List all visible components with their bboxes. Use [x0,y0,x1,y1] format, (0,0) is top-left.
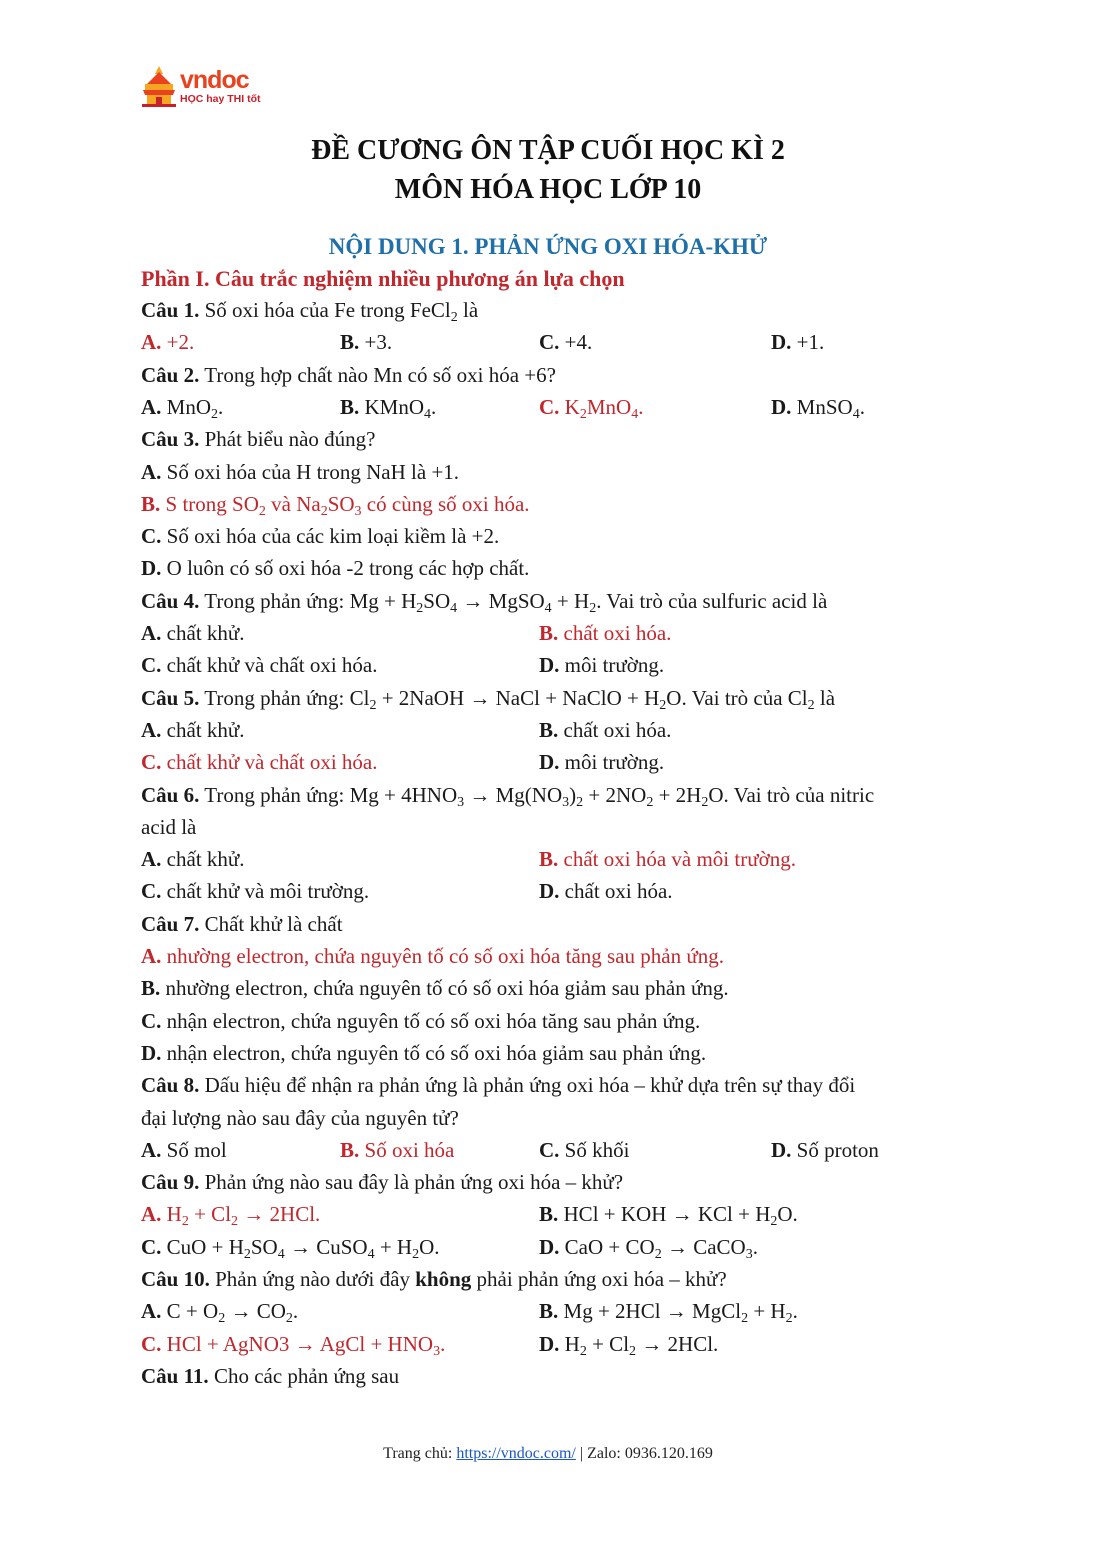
doc-title-line2: MÔN HÓA HỌC LỚP 10 [394,174,702,205]
question-5-option-b: B. chất oxi hóa. [539,717,672,742]
section-heading: NỘI DUNG 1. PHẢN ỨNG OXI HÓA-KHỬ [328,234,768,259]
question-1-option-a: A. +2. [141,330,195,355]
option-key: D. [141,1040,162,1065]
question-3-option-b: B. S trong $SO_2$ và $Na_2SO_3$ có cùng số oxi hóa. [141,491,530,519]
option-key: D. [539,879,560,904]
question-10-option-d: D. $H_2 + Cl_2 \to 2HCl$. [539,1331,719,1359]
doc-title-line1: ĐỀ CƯƠNG ÔN TẬP CUỐI HỌC KÌ 2 [311,135,785,166]
question-8-option-c: C. Số khối [539,1137,630,1162]
option-key: B. [539,1202,559,1227]
question-7-stem: Câu 7. Chất khử là chất [141,911,343,936]
question-6-stem: Câu 6. Trong phản ứng: $Mg + 4HNO_3 \to Mg(NO_3)_2 + 2NO_2 + 2H_2O$. Vai trò của nitric [141,782,875,810]
question-4-option-a: A. chất khử. [141,621,245,645]
option-key: D. [539,750,560,775]
question-10-option-b: B. Mg + 2HCl → MgCl$_2$ + $H_2$. [539,1299,798,1327]
option-key: D. [539,1234,560,1259]
question-label: Câu 3. [141,427,200,452]
question-11-stem: Câu 11. Cho các phản ứng sau [141,1363,400,1388]
option-key: B. [141,491,161,516]
part-heading: Phần I. Câu trắc nghiệm nhiều phương án lựa chọn [141,266,625,291]
question-label: Câu 8. [141,1073,200,1098]
question-7-option-c: C. nhận electron, chứa nguyên tố có số oxi hóa tăng sau phản ứng. [141,1008,701,1033]
option-key: C. [141,1234,162,1259]
question-label: Câu 1. [141,298,200,322]
question-1-stem: Câu 1. Số oxi hóa của Fe trong FeCl$_2$ là [141,298,479,325]
question-label: Câu 4. [141,588,200,613]
question-8-stem-cont: đại lượng nào sau đây của nguyên tử? [141,1105,459,1130]
question-9-option-c: C. CuO + $H_2SO_4$ → CuSO$_4$ + $H_2O$. [141,1234,440,1262]
question-10-option-c: C. HCl + AgNO3 → AgCl + $HNO_3$. [141,1331,446,1359]
question-4-option-d: D. môi trường. [539,653,665,678]
question-5-option-c: C. chất khử và chất oxi hóa. [141,750,378,775]
option-key: C. [141,524,162,549]
question-4-option-c: C. chất khử và chất oxi hóa. [141,653,378,678]
option-key: B. [141,976,161,1001]
vndoc-logo[interactable] [140,64,270,110]
option-key: A. [141,330,162,355]
question-3-stem: Câu 3. Phát biểu nào đúng? [141,427,376,452]
question-1-option-c: C. +4. [539,330,593,355]
option-key: A. [141,944,162,968]
question-10-stem: Câu 10. Phản ứng nào dưới đây không phải phản ứng oxi hóa – khử? [141,1267,727,1291]
question-label: Câu 10. [141,1267,210,1291]
option-key: A. [141,621,162,645]
footer-prefix: Trang chủ: [383,1445,457,1462]
option-key: B. [539,717,559,742]
logo-wordmark: vndoc [180,66,249,94]
option-key: A. [141,1137,162,1162]
question-2-stem: Câu 2. Trong hợp chất nào Mn có số oxi hóa +6? [141,362,556,387]
option-key: A. [141,459,162,484]
option-key: C. [141,879,162,904]
option-key: B. [340,1137,360,1162]
question-7-option-b: B. nhường electron, chứa nguyên tố có số oxi hóa giảm sau phản ứng. [141,976,729,1001]
footer-contact: | Zalo: 0936.120.169 [575,1445,713,1462]
question-9-stem: Câu 9. Phản ứng nào sau đây là phản ứng oxi hóa – khử? [141,1170,624,1195]
question-2-option-d: D. MnSO$_4$. [771,394,865,422]
question-label: Câu 2. [141,362,200,387]
question-label: Câu 11. [141,1363,209,1388]
option-key: D. [771,394,792,419]
question-7-option-d: D. nhận electron, chứa nguyên tố có số oxi hóa giảm sau phản ứng. [141,1040,707,1065]
question-9-option-d: D. CaO + $CO_2$ → CaCO$_3$. [539,1234,758,1262]
option-key: B. [539,1299,559,1324]
question-6-stem-cont: acid là [141,814,197,839]
question-6-option-b: B. chất oxi hóa và môi trường. [539,847,796,872]
option-key: D. [141,556,162,581]
option-key: A. [141,1202,162,1227]
option-key: A. [141,717,162,742]
option-key: C. [539,330,560,355]
question-2-option-a: A. MnO$_2$. [141,394,224,422]
option-key: D. [771,330,792,355]
question-label: Câu 9. [141,1170,200,1195]
question-7-option-a: A. nhường electron, chứa nguyên tố có số oxi hóa tăng sau phản ứng. [141,944,724,968]
option-key: C. [539,1137,560,1162]
question-8-option-a: A. Số mol [141,1137,227,1162]
question-6-option-c: C. chất khử và môi trường. [141,879,370,904]
option-key: B. [539,847,559,872]
question-9-option-b: B. HCl + KOH → KCl + $H_2O$. [539,1202,798,1230]
question-8-option-d: D. Số proton [771,1137,879,1162]
option-key: B. [340,394,360,419]
option-key: D. [771,1137,792,1162]
question-label: Câu 5. [141,685,200,710]
option-key: C. [141,750,162,775]
question-8-option-b: B. Số oxi hóa [340,1137,455,1162]
question-3-option-c: C. Số oxi hóa của các kim loại kiềm là +2. [141,524,500,549]
option-key: A. [141,847,162,872]
question-5-option-d: D. môi trường. [539,750,665,775]
question-6-option-a: A. chất khử. [141,847,245,872]
question-2-option-b: B. KMnO$_4$. [340,394,437,422]
option-key: C. [141,1008,162,1033]
option-key: A. [141,1299,162,1324]
question-1-option-d: D. +1. [771,330,825,355]
question-9-option-a: A. $H_2 + Cl_2 \to 2HCl$. [141,1202,321,1230]
option-key: D. [539,653,560,678]
logo-tagline: HỌC hay THI tốt [180,93,261,105]
question-4-option-b: B. chất oxi hóa. [539,621,672,645]
question-3-option-a: A. Số oxi hóa của H trong NaH là +1. [141,459,460,484]
option-key: C. [539,394,560,419]
question-5-stem: Câu 5. Trong phản ứng: $Cl_2$ + 2NaOH → NaCl + NaClO + $H_2O$. Vai trò của $Cl_2$ là [141,685,836,713]
option-key: B. [539,621,559,645]
option-key: B. [340,330,360,355]
question-label: Câu 7. [141,911,200,936]
homepage-link[interactable]: https://vndoc.com/ [456,1445,576,1462]
question-8-stem: Câu 8. Dấu hiệu để nhận ra phản ứng là phản ứng oxi hóa – khử dựa trên sự thay đổi [141,1073,856,1098]
page-footer [0,1445,1096,1463]
option-key: A. [141,394,162,419]
question-1-option-b: B. +3. [340,330,393,355]
question-10-option-a: A. $C + O_2 \to CO_2$. [141,1299,299,1327]
option-key: D. [539,1331,560,1356]
question-6-option-d: D. chất oxi hóa. [539,879,673,904]
question-3-option-d: D. O luôn có số oxi hóa -2 trong các hợp chất. [141,556,530,581]
temple-logo-icon [140,64,178,108]
question-2-option-c: C. $K_2MnO_4$. [539,394,644,422]
question-5-option-a: A. chất khử. [141,717,245,742]
option-key: C. [141,653,162,678]
option-key: C. [141,1331,162,1356]
question-label: Câu 6. [141,782,200,807]
question-4-stem: Câu 4. Trong phản ứng: $Mg + H_2SO_4$ → MgSO$_4$ + $H_2$. Vai trò của sulfuric acid là [141,588,828,616]
